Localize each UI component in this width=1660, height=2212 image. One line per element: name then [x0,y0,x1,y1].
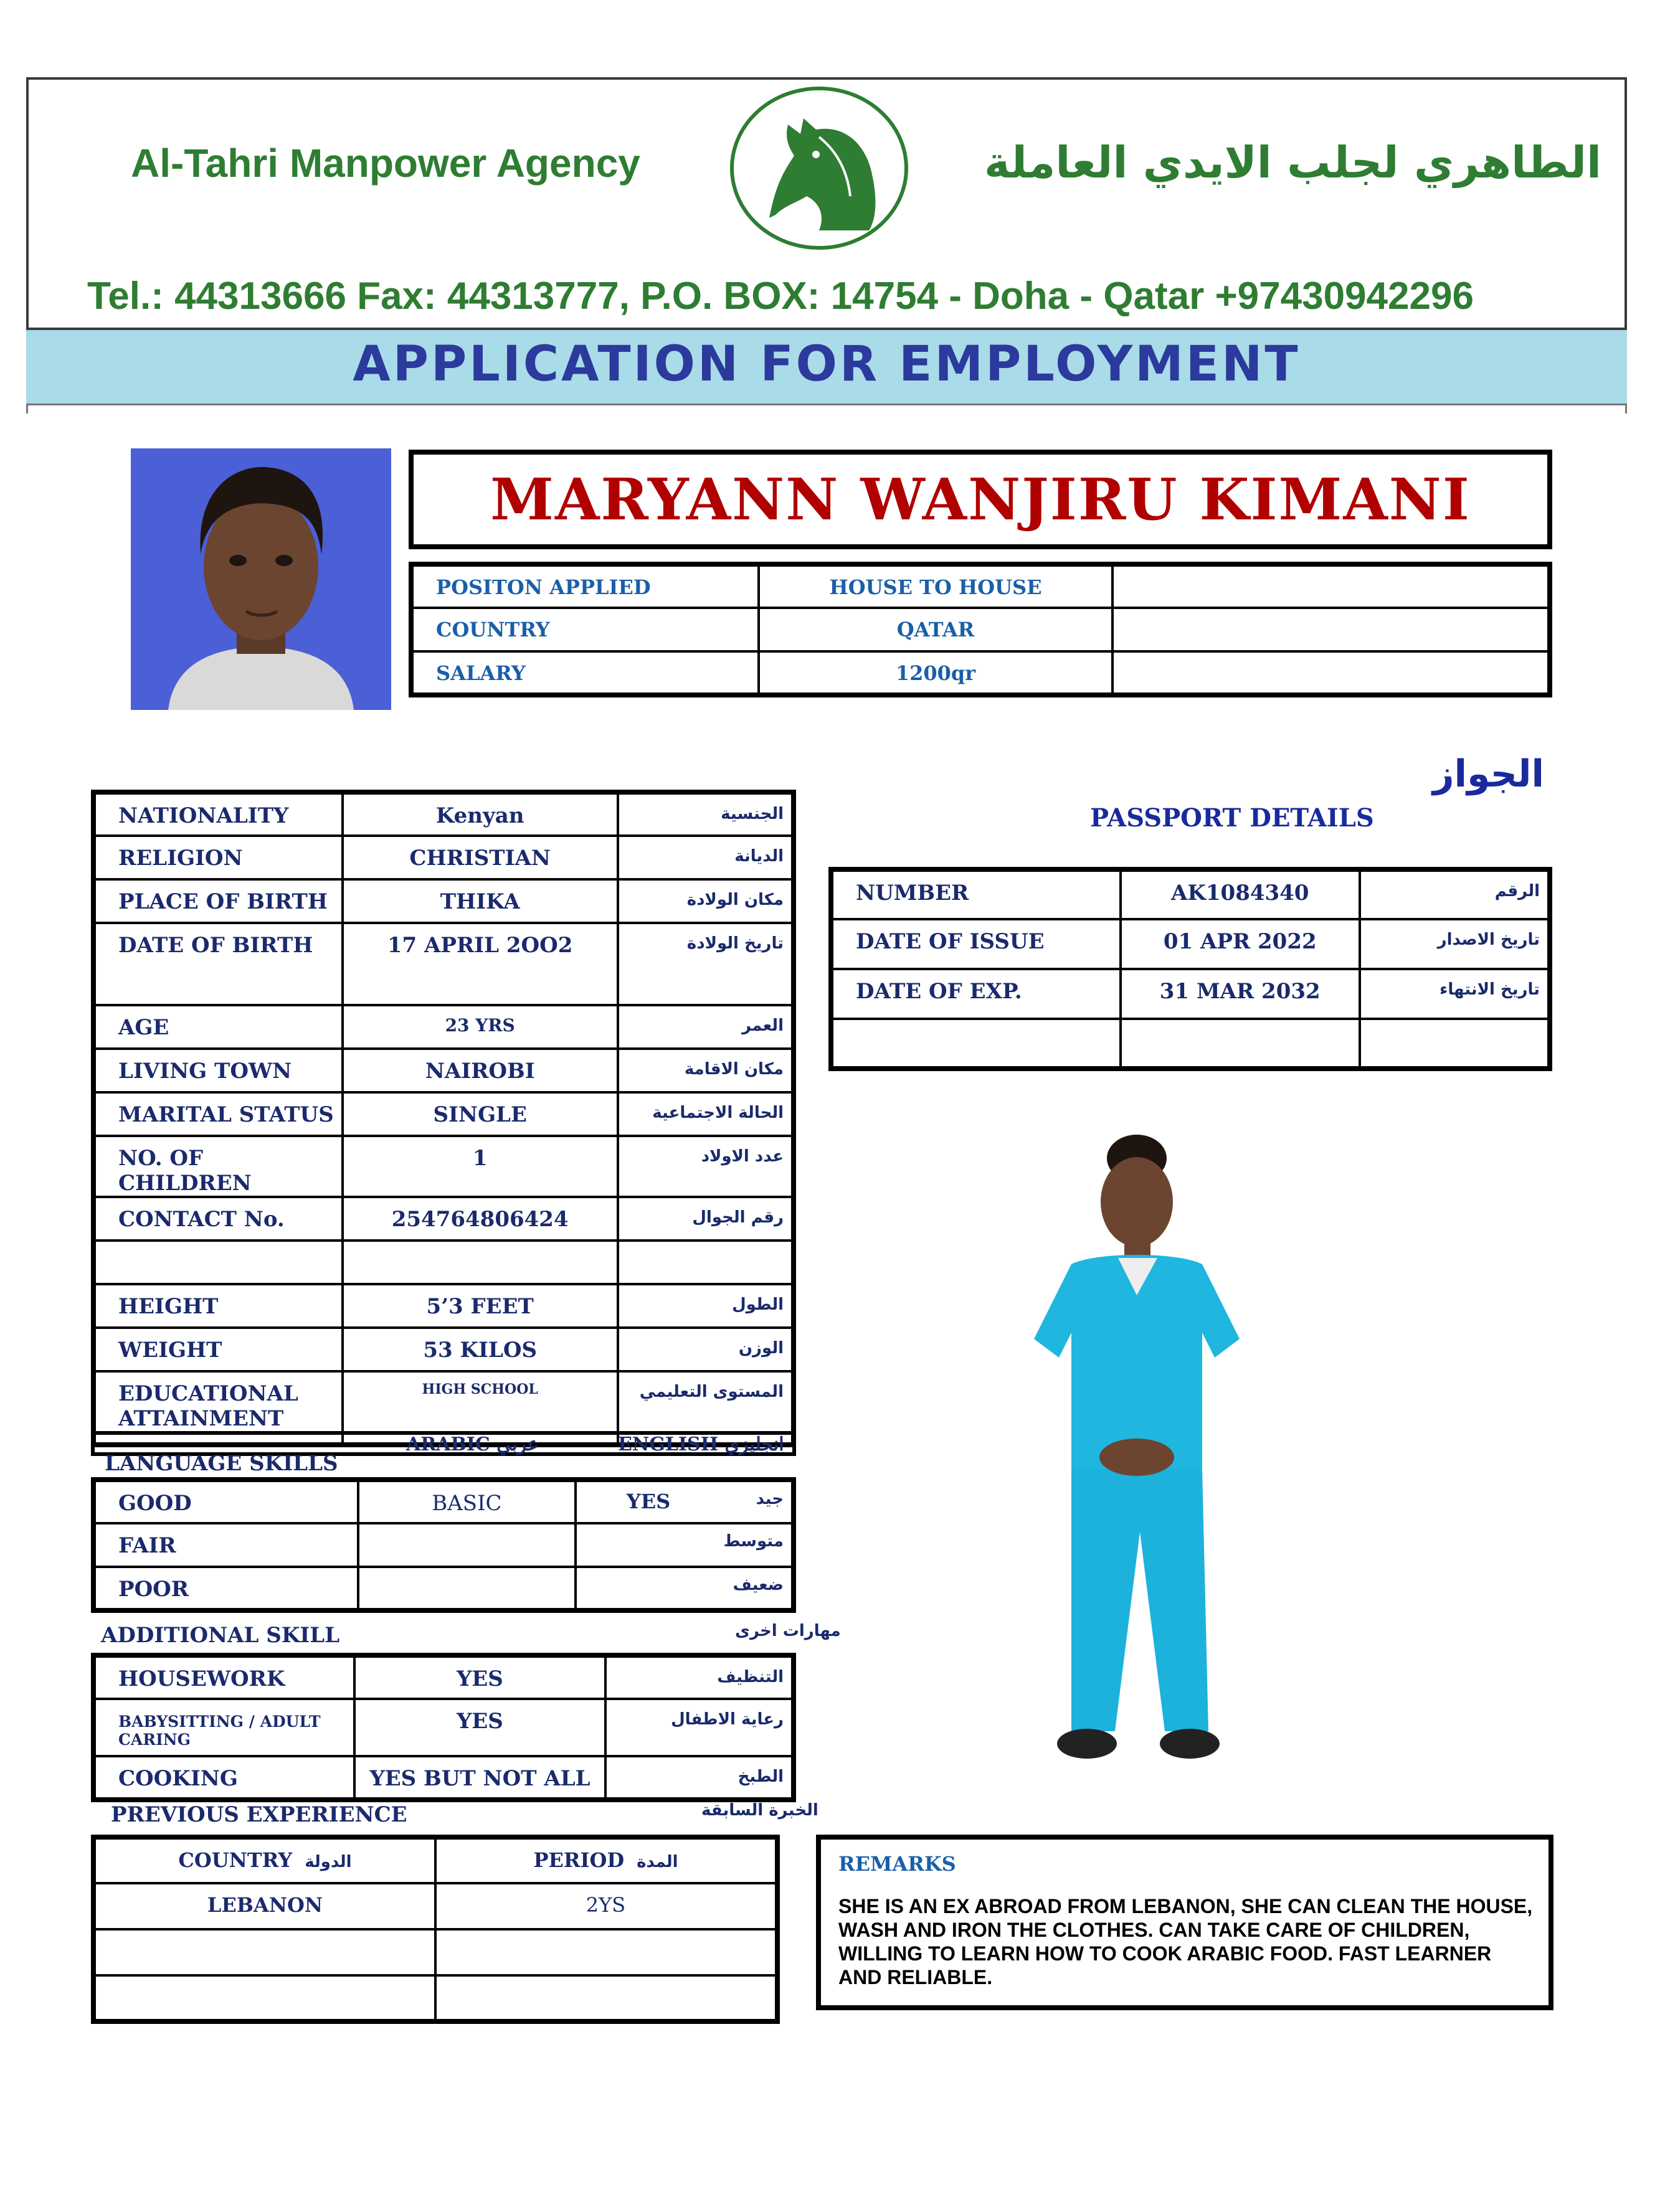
english-poor-cell [576,1567,794,1610]
expiry-date-value: 31 MAR 2032 [1121,969,1360,1019]
table-row [831,969,1550,1019]
dob-value: 17 APRIL 2OO2 [343,923,618,1005]
table-row [411,564,1550,608]
weight-label: WEIGHT [93,1328,343,1371]
experience-period: 2YS [435,1883,777,1929]
table-row [93,1523,794,1567]
language-skills-label: LANGUAGE SKILLS [105,1451,338,1476]
period-header-ar: المدة [637,1853,678,1871]
remarks-text: SHE IS AN EX ABROAD FROM LEBANON, SHE CAN CLEAN THE HOUSE, WASH AND IRON THE CLOTHES. CAN TAKE CARE OF CHILDREN, WILLING TO LEARN HOW TO COOK ARABIC FOOD. FAST LEARNER AND RELIABLE. [838,1895,1533,1988]
expiry-date-label-ar: تاريخ الانتهاء [1360,969,1550,1019]
table-row [93,1049,794,1092]
applicant-name-box [409,450,1552,549]
religion-value: CHRISTIAN [343,836,618,879]
experience-country: LEBANON [93,1883,435,1929]
empty-cell [831,1019,1121,1069]
country-label: COUNTRY [411,608,759,651]
table-row [93,1328,794,1371]
table-row [93,792,794,836]
passport-number-value: AK1084340 [1121,869,1360,919]
passport-title: PASSPORT DETAILS [1090,803,1374,833]
height-label: HEIGHT [93,1284,343,1328]
country-value: QATAR [759,608,1112,651]
arabic-column-header: ARABIC عربي [406,1434,539,1455]
experience-table [91,1835,780,2024]
table-row [93,1756,794,1800]
applicant-name: MARYANN WANJIRU KIMANI [490,466,1471,533]
good-label-ar: جيد [756,1490,784,1508]
height-value: 5’3 FEET [343,1284,618,1328]
table-row [411,651,1550,695]
housework-label-ar: التنظيف [605,1655,794,1699]
table-row [93,1975,777,2021]
empty-cell [1121,1019,1360,1069]
contact-label-ar: رقم الجوال [618,1197,794,1241]
fair-label: FAIR [93,1523,358,1567]
table-row [93,1480,794,1523]
table-row [93,1929,777,1975]
full-body-photo [1003,1133,1277,1781]
skills-table [91,1653,796,1802]
weight-label-ar: الوزن [618,1328,794,1371]
language-table [91,1477,796,1613]
town-value: NAIROBI [343,1049,618,1092]
cooking-label: COOKING [93,1756,354,1800]
children-label-ar: عدد الاولاد [618,1136,794,1197]
empty-cell [1112,564,1550,608]
experience-period [435,1975,777,2021]
babysitting-label-ar: رعاية الاطفال [605,1699,794,1756]
table-row [93,1883,777,1929]
remarks-box [816,1835,1553,2010]
dob-label-ar: تاريخ الولادة [618,923,794,1005]
town-label: LIVING TOWN [93,1049,343,1092]
english-good-value: YES [626,1490,671,1513]
nationality-label: NATIONALITY [93,792,343,836]
table-row [831,919,1550,969]
agency-name-en: Al-Tahri Manpower Agency [131,141,640,186]
header-divider [26,404,1627,414]
position-label: POSITON APPLIED [411,564,759,608]
passport-title-ar: الجواز [1433,752,1545,796]
table-row [93,1197,794,1241]
horse-logo-icon [726,81,913,255]
marital-label: MARITAL STATUS [93,1092,343,1136]
poor-label-ar: ضعيف [733,1576,784,1594]
children-label: NO. OF CHILDREN [93,1136,343,1197]
empty-cell [1112,651,1550,695]
personal-details-table [91,790,796,1447]
table-row [93,1005,794,1049]
empty-cell [343,1241,618,1284]
country-header-ar: الدولة [305,1853,352,1871]
arabic-fair-value [358,1523,576,1567]
contact-value: 254764806424 [343,1197,618,1241]
town-label-ar: مكان الاقامة [618,1049,794,1092]
table-row [831,869,1550,919]
nationality-value: Kenyan [343,792,618,836]
housework-value: YES [354,1655,606,1699]
agency-name-ar: الطاهري لجلب الايدي العاملة [984,137,1601,188]
passport-number-label: NUMBER [831,869,1121,919]
table-row [93,1241,794,1284]
table-row [93,1567,794,1610]
form-title: APPLICATION FOR EMPLOYMENT [353,336,1301,392]
experience-country [93,1975,435,2021]
cooking-value: YES BUT NOT ALL [354,1756,606,1800]
table-row [93,1837,777,1883]
position-table [409,562,1552,697]
good-label: GOOD [93,1480,358,1523]
table-row [93,1699,794,1756]
position-value: HOUSE TO HOUSE [759,564,1112,608]
issue-date-value: 01 APR 2022 [1121,919,1360,969]
weight-value: 53 KILOS [343,1328,618,1371]
period-column-header [435,1837,777,1883]
empty-cell [1112,608,1550,651]
empty-cell [93,1241,343,1284]
table-row [93,923,794,1005]
housework-label: HOUSEWORK [93,1655,354,1699]
table-row [93,1284,794,1328]
expiry-date-label: DATE OF EXP. [831,969,1121,1019]
english-fair-cell [576,1523,794,1567]
previous-experience-label-ar: الخبرة السابقة [701,1801,818,1820]
empty-cell [1360,1019,1550,1069]
salary-value: 1200qr [759,651,1112,695]
nationality-label-ar: الجنسية [618,792,794,836]
age-value: 23 YRS [343,1005,618,1049]
cooking-label-ar: الطبخ [605,1756,794,1800]
birthplace-label-ar: مكان الولادة [618,879,794,923]
contact-label: CONTACT No. [93,1197,343,1241]
passport-number-label-ar: الرقم [1360,869,1550,919]
contact-info: Tel.: 44313666 Fax: 44313777, P.O. BOX: 14754 - Doha - Qatar +97430942296 [87,275,1474,318]
issue-date-label-ar: تاريخ الاصدار [1360,919,1550,969]
babysitting-label: BABYSITTING / ADULT CARING [93,1699,354,1756]
education-label-ar: المستوى التعليمي [618,1371,794,1445]
age-label: AGE [93,1005,343,1049]
period-header-text: PERIOD [533,1848,625,1872]
experience-country [93,1929,435,1975]
children-value: 1 [343,1136,618,1197]
fair-label-ar: متوسط [723,1532,784,1551]
marital-label-ar: الحالة الاجتماعية [618,1092,794,1136]
education-value: HIGH SCHOOL [343,1371,618,1445]
english-column-header: ENGLISH انجليزي [618,1434,784,1455]
age-label-ar: العمر [618,1005,794,1049]
table-row [93,836,794,879]
portrait-photo [131,448,391,710]
arabic-poor-value [358,1567,576,1610]
additional-skill-label-ar: مهارات اخرى [735,1622,841,1640]
country-header-text: COUNTRY [178,1848,293,1872]
table-row [93,1655,794,1699]
remarks-title: REMARKS [838,1852,956,1876]
empty-cell [618,1241,794,1284]
table-row [93,879,794,923]
country-column-header [93,1837,435,1883]
religion-label: RELIGION [93,836,343,879]
dob-label: DATE OF BIRTH [93,923,343,1005]
english-good-cell [576,1480,794,1523]
additional-skill-label: ADDITIONAL SKILL [101,1623,340,1648]
arabic-good-value: BASIC [358,1480,576,1523]
table-row [831,1019,1550,1069]
babysitting-value: YES [354,1699,606,1756]
religion-label-ar: الديانة [618,836,794,879]
issue-date-label: DATE OF ISSUE [831,919,1121,969]
birthplace-value: THIKA [343,879,618,923]
height-label-ar: الطول [618,1284,794,1328]
birthplace-label: PLACE OF BIRTH [93,879,343,923]
education-label: EDUCATIONAL ATTAINMENT [93,1371,343,1445]
table-row [93,1092,794,1136]
table-row [411,608,1550,651]
experience-period [435,1929,777,1975]
passport-table [828,867,1552,1071]
table-row [93,1136,794,1197]
marital-value: SINGLE [343,1092,618,1136]
salary-label: SALARY [411,651,759,695]
previous-experience-label: PREVIOUS EXPERIENCE [111,1802,407,1827]
poor-label: POOR [93,1567,358,1610]
